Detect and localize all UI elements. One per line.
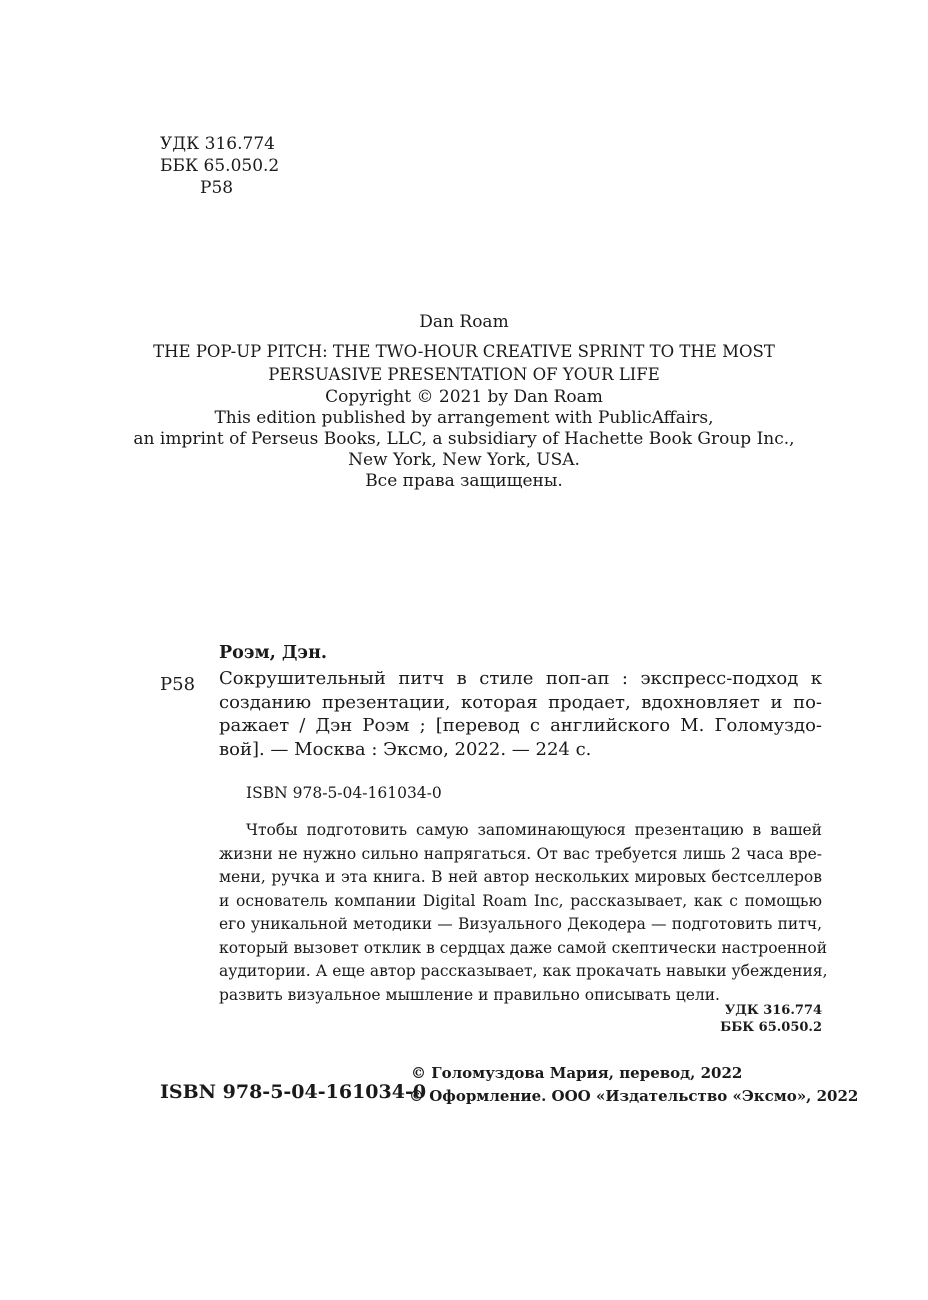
annotation-line: аудитории. А еще автор рассказывает, как прокачать навыки убеждения, (219, 962, 828, 980)
bibliographic-isbn: ISBN 978-5-04-161034-0 (246, 784, 442, 802)
copyright-line: New York, New York, USA. (348, 450, 580, 470)
original-author: Dan Roam (419, 312, 509, 332)
udk-code: УДК 316.774 (160, 134, 275, 154)
annotation-line: развить визуальное мышление и правильно описывать цели. (219, 985, 720, 1004)
author-mark: Р58 (200, 178, 234, 198)
annotation-line: мени, ручка и эта книга. В ней автор нескольких мировых бестселлеров (219, 868, 822, 886)
description-line: ражает / Дэн Роэм ; [перевод с английского М. Голомуздо- (219, 715, 822, 736)
bibliographic-description (219, 667, 822, 761)
bbk-code: ББК 65.050.2 (720, 1020, 822, 1035)
classification-codes (160, 133, 279, 199)
copyright-line: an imprint of Perseus Books, LLC, a subsidiary of Hachette Book Group Inc., (133, 429, 795, 449)
bibliographic-author: Роэм, Дэн. (219, 643, 327, 663)
original-title-line: PERSUASIVE PRESENTATION OF YOUR LIFE (268, 365, 660, 384)
annotation-line: который вызовет отклик в сердцах даже самой скептически настроенной (219, 938, 828, 957)
annotation-line: его уникальной методики — Визуального Декодера — подготовить питч, (219, 915, 822, 933)
annotation-line: и основатель компании Digital Roam Inc, рассказывает, как с помощью (219, 891, 822, 910)
copyright-line: Copyright © 2021 by Dan Roam (325, 387, 603, 407)
annotation-line: Чтобы подготовить самую запоминающуюся презентацию в вашей (246, 821, 822, 839)
description-line: созданию презентации, которая продает, вдохновляет и по- (219, 691, 822, 713)
annotation-codes (690, 1002, 822, 1036)
copyright-line: This edition published by arrangement with PublicAffairs, (214, 408, 714, 428)
original-title (0, 340, 928, 386)
copyright-translation: © Голомуздова Мария, перевод, 2022 (411, 1064, 743, 1082)
udk-code: УДК 316.774 (724, 1003, 822, 1018)
description-line: вой]. — Москва : Эксмо, 2022. — 224 с. (219, 738, 592, 760)
copyright-line: Все права защищены. (365, 471, 563, 491)
bibliographic-code: Р58 (160, 674, 196, 695)
original-title-line: THE POP-UP PITCH: THE TWO-HOUR CREATIVE SPRINT TO THE MOST (153, 342, 775, 361)
copyright-design: © Оформление. ООО «Издательство «Эксмо», 2022 (409, 1087, 859, 1105)
bbk-code: ББК 65.050.2 (160, 156, 280, 176)
annotation-line: жизни не нужно сильно напрягаться. От вас требуется лишь 2 часа вре- (219, 844, 822, 863)
original-copyright (0, 387, 928, 492)
footer-copyrights (409, 1062, 858, 1108)
footer-isbn: ISBN 978-5-04-161034-0 (160, 1081, 427, 1103)
annotation (219, 819, 828, 1007)
description-line: Сокрушительный питч в стиле поп-ап : экспресс-подход к (219, 668, 822, 689)
